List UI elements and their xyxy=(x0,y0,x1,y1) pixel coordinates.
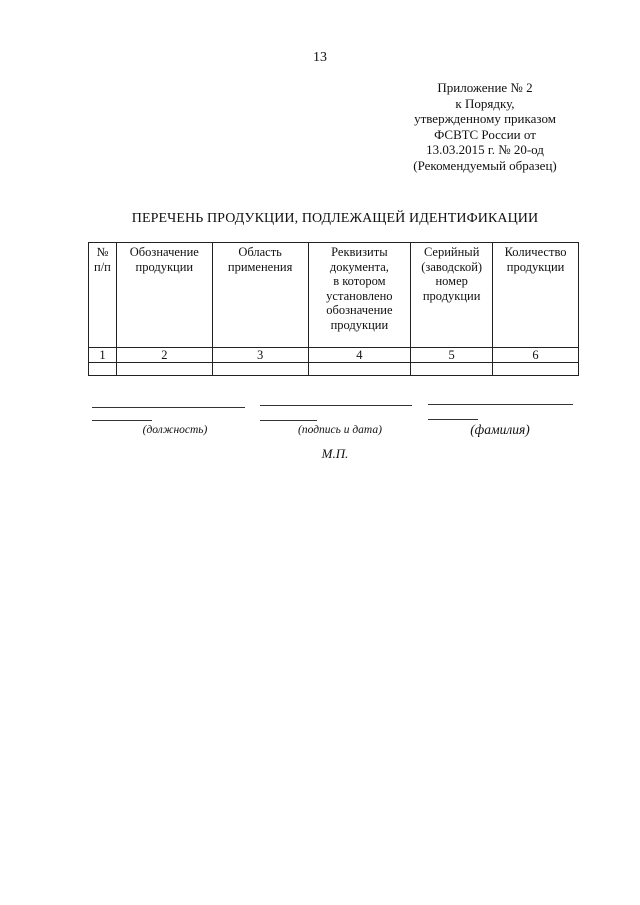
page-number: 13 xyxy=(313,50,327,65)
table-cell xyxy=(212,363,308,376)
header-text: № xyxy=(96,245,109,259)
header-cell-application xyxy=(212,243,308,348)
table-cell xyxy=(89,363,117,376)
header-text: продукции xyxy=(330,317,389,332)
surname-caption: (фамилия) xyxy=(470,422,530,437)
table-cell xyxy=(411,363,493,376)
header-text: п/п xyxy=(94,259,111,274)
document-title: ПЕРЕЧЕНЬ ПРОДУКЦИИ, ПОДЛЕЖАЩЕЙ ИДЕНТИФИКАЦИИ xyxy=(131,211,539,226)
column-number: 2 xyxy=(116,348,212,363)
header-text: установлено xyxy=(326,288,393,303)
appendix-block xyxy=(395,80,575,173)
header-cell-number xyxy=(89,243,117,348)
signature-line xyxy=(260,405,412,406)
product-table xyxy=(88,242,579,376)
table-cell xyxy=(493,363,579,376)
column-number: 3 xyxy=(212,348,308,363)
position-caption: (должность) xyxy=(142,424,208,436)
column-number: 1 xyxy=(89,348,117,363)
header-text: Область xyxy=(238,245,282,259)
table-row xyxy=(89,363,579,376)
stamp-placeholder: М.П. xyxy=(321,446,349,461)
surname-short-line xyxy=(428,419,478,420)
table-number-row xyxy=(89,348,579,363)
header-text: продукции xyxy=(422,288,481,303)
header-text: Серийный xyxy=(423,245,480,259)
header-cell-designation xyxy=(116,243,212,348)
header-text: продукции xyxy=(506,259,565,274)
appendix-line: (Рекомендуемый образец) xyxy=(413,157,557,173)
header-text: Реквизиты xyxy=(331,245,388,259)
header-cell-serial xyxy=(411,243,493,348)
appendix-line: к Порядку, xyxy=(455,95,515,111)
header-text: обозначение xyxy=(326,303,393,317)
column-number: 6 xyxy=(493,348,579,363)
appendix-line: Приложение № 2 xyxy=(437,80,533,95)
column-number: 4 xyxy=(308,348,411,363)
header-cell-quantity xyxy=(493,243,579,348)
header-cell-document xyxy=(308,243,411,348)
header-text: в котором xyxy=(333,274,386,288)
signature-caption: (подпись и дата) xyxy=(298,424,382,436)
header-text: продукции xyxy=(135,259,194,274)
position-line xyxy=(92,407,245,408)
header-text: применения xyxy=(227,259,293,274)
table-cell xyxy=(308,363,411,376)
signature-short-line xyxy=(260,420,317,421)
header-text: Обозначение xyxy=(129,245,199,259)
column-number: 5 xyxy=(411,348,493,363)
table-header-row xyxy=(89,243,579,348)
appendix-line: ФСВТС России от xyxy=(434,126,536,142)
surname-line xyxy=(428,404,573,405)
header-text: Количество xyxy=(504,245,567,259)
header-text: номер xyxy=(435,274,468,288)
header-text: (заводской) xyxy=(421,259,483,274)
position-short-line xyxy=(92,420,152,421)
header-text: документа, xyxy=(329,259,389,274)
appendix-line: утвержденному приказом xyxy=(414,111,556,126)
appendix-line: 13.03.2015 г. № 20-од xyxy=(426,142,544,157)
table-cell xyxy=(116,363,212,376)
